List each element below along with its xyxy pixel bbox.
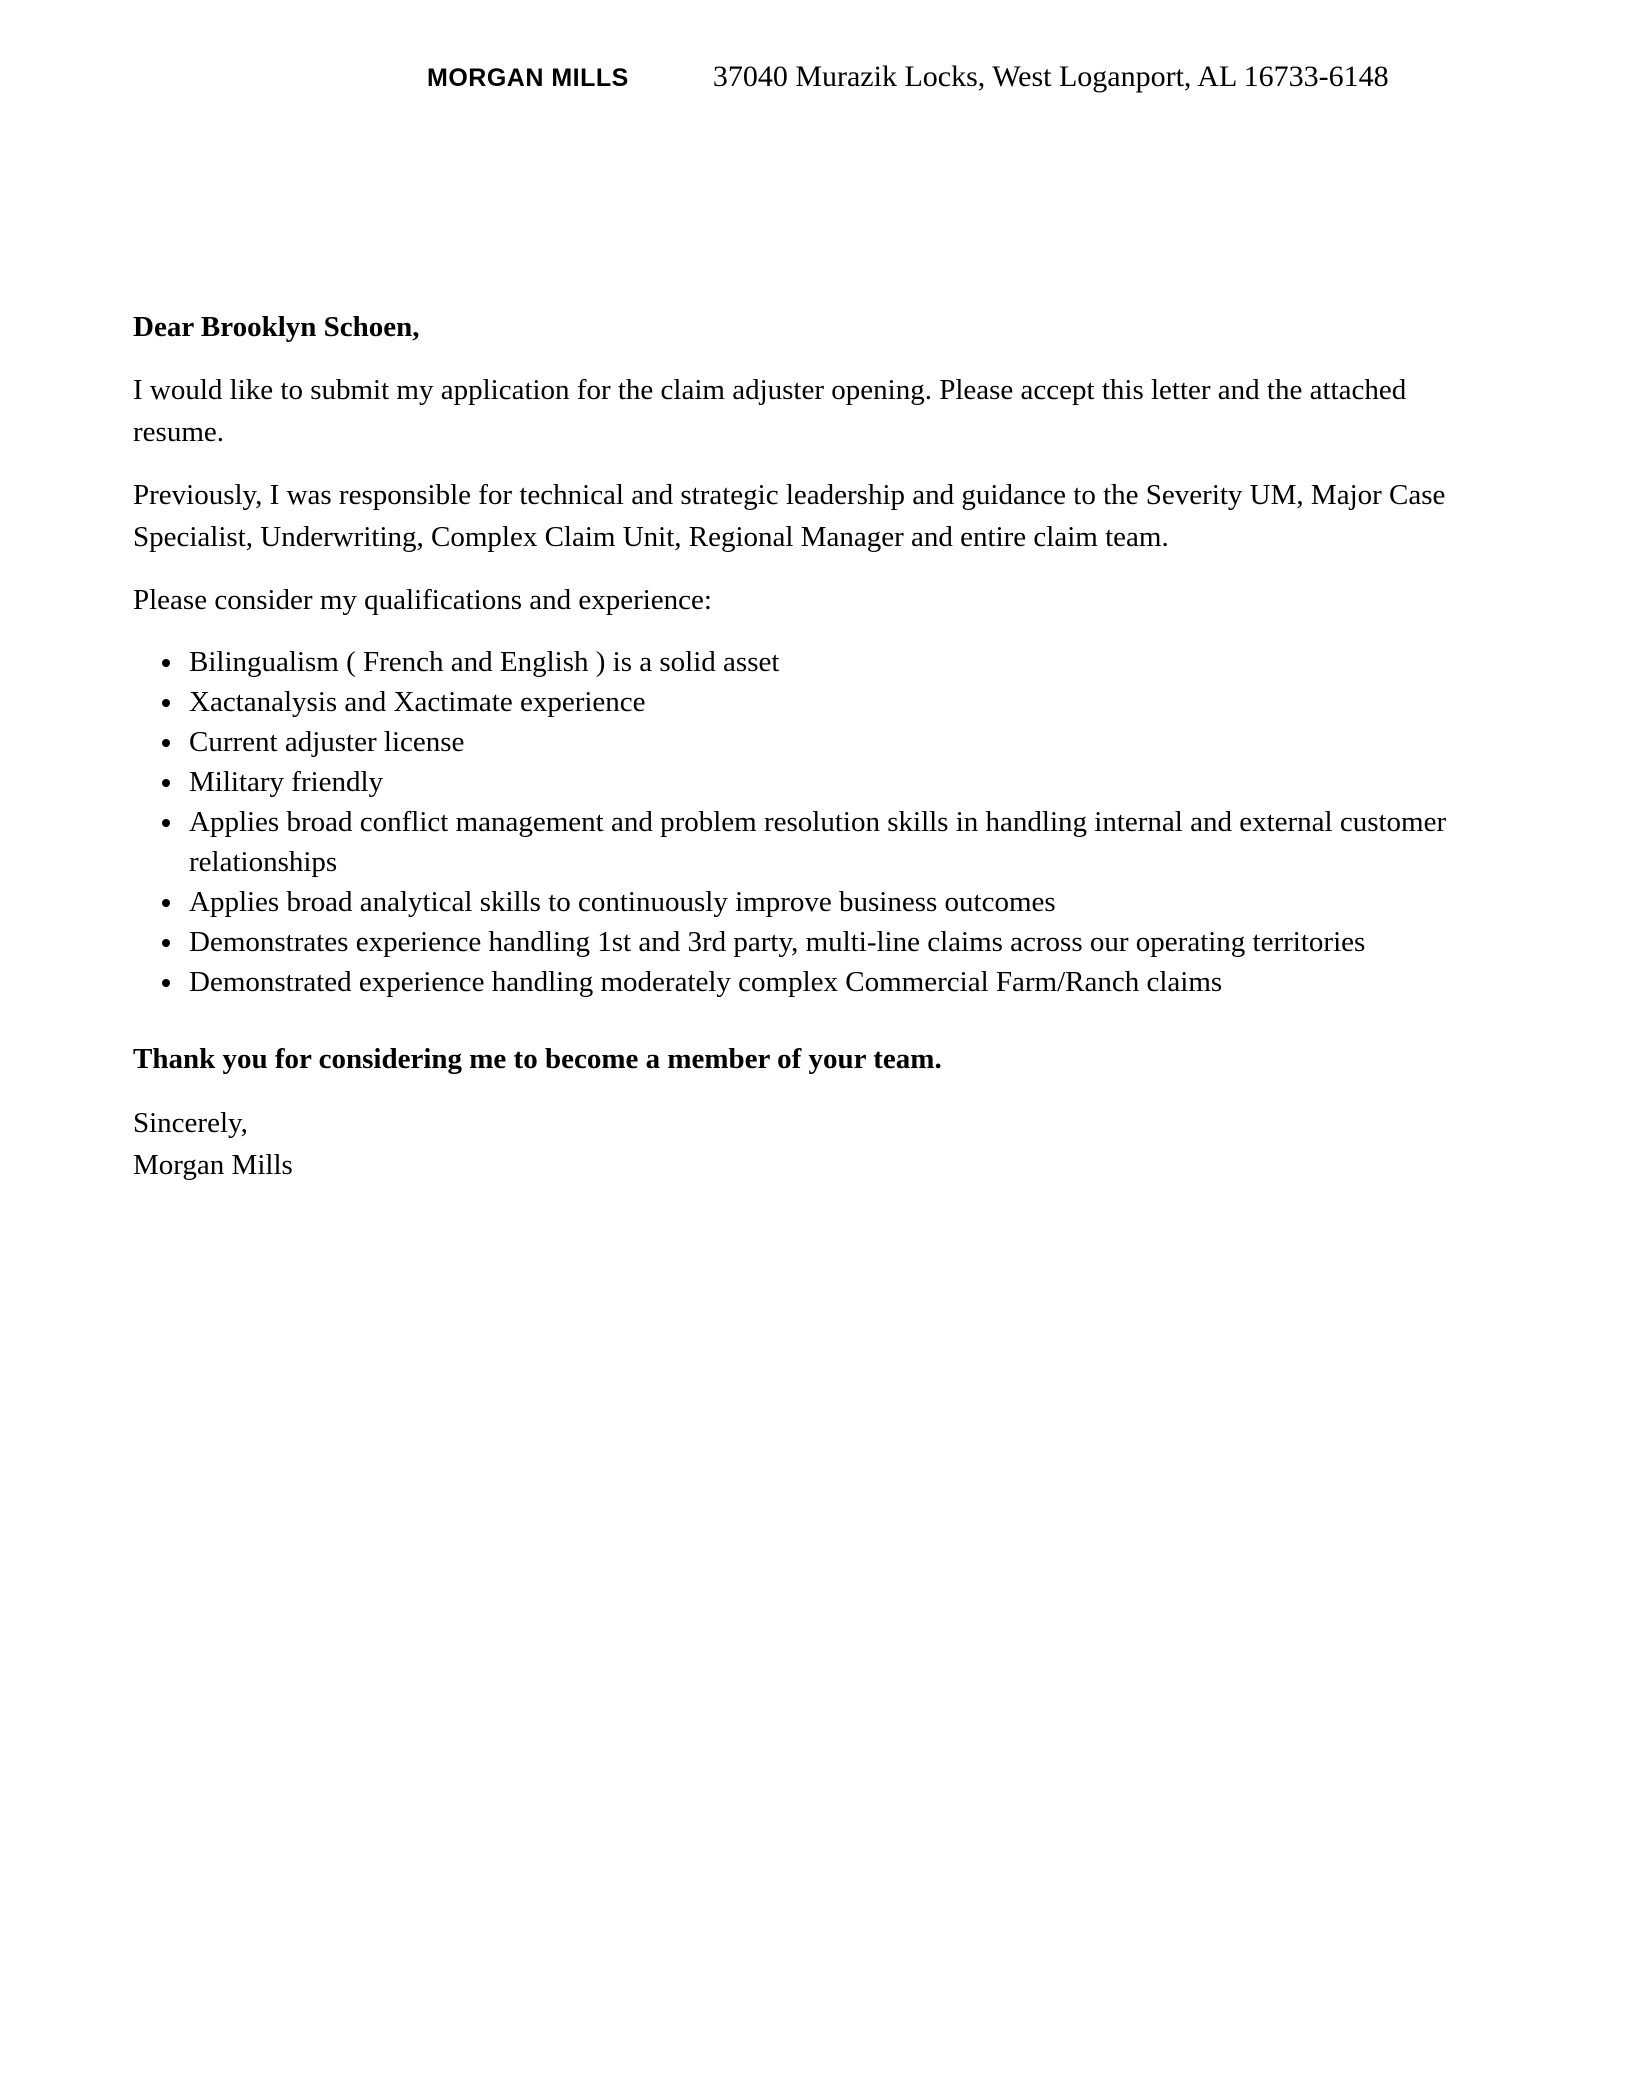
signature-name: Morgan Mills: [133, 1149, 293, 1181]
qualification-item: • Xactanalysis and Xactimate experience: [185, 682, 1483, 722]
qualification-item: • Current adjuster license: [185, 722, 1483, 762]
closing-statement: Thank you for considering me to become a member of your team.: [133, 1043, 942, 1075]
qualification-item: • Applies broad analytical skills to continuously improve business outcomes: [185, 882, 1483, 922]
qualification-item: • Applies broad conflict management and problem resolution skills in handling internal and external customer relationships: [185, 802, 1483, 882]
letter-body: [0, 306, 1632, 1186]
qualification-item: • Demonstrates experience handling 1st and 3rd party, multi-line claims across our operating territories: [185, 922, 1483, 962]
paragraph-intro: I would like to submit my application for the claim adjuster opening. Please accept this letter and the attached resume.: [133, 374, 1407, 448]
company-address: 37040 Murazik Locks, West Loganport, AL 16733-6148: [712, 60, 1389, 93]
qualifications-list: [133, 642, 1483, 1002]
qualification-item: • Bilingualism ( French and English ) is a solid asset: [185, 642, 1483, 682]
paragraph-experience: Previously, I was responsible for technical and strategic leadership and guidance to the Severity UM, Major Case Specialist, Underwriting, Complex Claim Unit, Regional Manager and entire claim team.: [133, 479, 1446, 553]
qualification-item: • Military friendly: [185, 762, 1483, 802]
paragraph-qualifications-lead: Please consider my qualifications and experience:: [133, 584, 712, 616]
signoff: Sincerely,: [133, 1107, 248, 1139]
letterhead: [0, 0, 1632, 94]
salutation: Dear Brooklyn Schoen,: [133, 311, 420, 343]
qualification-item: • Demonstrated experience handling moderately complex Commercial Farm/Ranch claims: [185, 962, 1483, 1002]
signature-block: [133, 1102, 1483, 1186]
company-name: MORGAN MILLS: [427, 64, 629, 92]
